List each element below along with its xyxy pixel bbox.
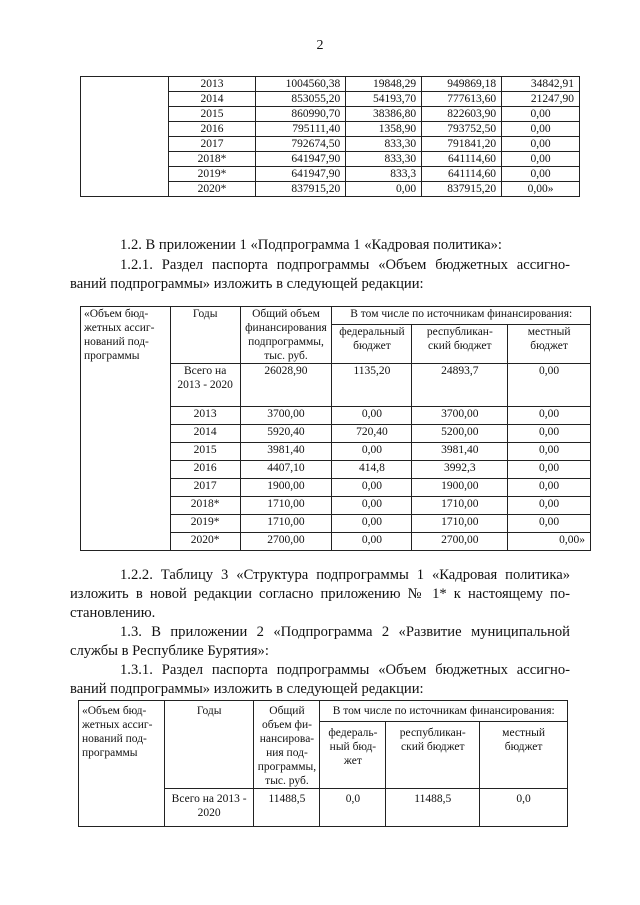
local-cell: 0,00: [508, 425, 591, 443]
year-cell: 2013: [168, 77, 256, 92]
header-total: Общий объем фи-нансирова-ния под-программы, тыс. руб.: [254, 701, 320, 789]
budget-table-subprogram-1: [80, 306, 591, 551]
budget-table-subprogram-2: [78, 700, 568, 827]
federal-cell: 38386,80: [346, 107, 422, 122]
paragraph-1-2-2-line3: становлению.: [70, 605, 156, 621]
local-cell: 0,00: [502, 152, 580, 167]
total-cell: 1710,00: [240, 515, 332, 533]
republic-cell: 793752,50: [422, 122, 502, 137]
republic-cell: 5200,00: [412, 425, 508, 443]
local-cell: 0,00: [502, 122, 580, 137]
republic-cell: 791841,20: [422, 137, 502, 152]
republic-cell: 777613,60: [422, 92, 502, 107]
total-cell: 5920,40: [240, 425, 332, 443]
federal-cell: 0,00: [332, 407, 412, 425]
year-cell: 2014: [170, 425, 240, 443]
total-cell: 3981,40: [240, 443, 332, 461]
year-cell: 2016: [170, 461, 240, 479]
paragraph-1-3-1-line1: 1.3.1. Раздел паспорта подпрограммы «Объем бюджетных ассигно-: [120, 662, 570, 678]
year-cell: 2014: [168, 92, 256, 107]
federal-cell: 833,30: [346, 137, 422, 152]
total-cell: 853055,20: [256, 92, 346, 107]
header-republic: республикан-ский бюджет: [386, 722, 480, 789]
republic-cell: 11488,5: [386, 789, 480, 827]
republic-cell: 949869,18: [422, 77, 502, 92]
republic-cell: 2700,00: [412, 533, 508, 551]
paragraph-1-2-1-line2: ваний подпрограммы» изложить в следующей редакции:: [70, 276, 424, 292]
paragraph-1-2-2-line2: изложить в новой редакции согласно приложению № 1* к настоящему по-: [70, 586, 570, 602]
total-cell: 3700,00: [240, 407, 332, 425]
paragraph-1-2-1-line1: 1.2.1. Раздел паспорта подпрограммы «Объем бюджетных ассигно-: [120, 257, 570, 273]
year-cell: 2017: [170, 479, 240, 497]
total-cell: 641947,90: [256, 152, 346, 167]
republic-cell: 3992,3: [412, 461, 508, 479]
header-local: местный бюджет: [480, 722, 568, 789]
federal-cell: 0,00: [346, 182, 422, 197]
header-sources: В том числе по источникам финансирования:: [332, 307, 591, 325]
year-cell: 2018*: [170, 497, 240, 515]
total-cell: 26028,90: [240, 364, 332, 407]
federal-cell: 0,0: [320, 789, 386, 827]
table-label-cell: «Объем бюд-жетных ассиг-нований под-программы: [81, 307, 171, 551]
paragraph-1-3-line1: 1.3. В приложении 2 «Подпрограмма 2 «Развитие муниципальной: [120, 624, 570, 640]
total-cell: 1004560,38: [256, 77, 346, 92]
republic-cell: 641114,60: [422, 152, 502, 167]
local-cell: 0,00: [502, 137, 580, 152]
page-number: 2: [316, 38, 324, 53]
federal-cell: 0,00: [332, 533, 412, 551]
total-cell: 1710,00: [240, 497, 332, 515]
table-header-row: [81, 307, 591, 325]
federal-cell: 833,30: [346, 152, 422, 167]
header-republic: республикан-ский бюджет: [412, 325, 508, 364]
federal-cell: 414,8: [332, 461, 412, 479]
header-total: Общий объем финансирования подпрограммы, тыс. руб.: [240, 307, 332, 364]
year-cell: Всего на 2013 - 2020: [170, 364, 240, 407]
header-years: Годы: [164, 701, 254, 789]
total-cell: 641947,90: [256, 167, 346, 182]
local-cell: 0,00: [508, 479, 591, 497]
table-header-row: [79, 701, 568, 722]
republic-cell: 641114,60: [422, 167, 502, 182]
federal-cell: 833,3: [346, 167, 422, 182]
total-cell: 792674,50: [256, 137, 346, 152]
year-cell: 2020*: [168, 182, 256, 197]
local-cell: 0,0: [480, 789, 568, 827]
paragraph-1-3-1-line2: ваний подпрограммы» изложить в следующей редакции:: [70, 681, 424, 697]
local-cell: 0,00: [502, 167, 580, 182]
local-cell: 0,00: [508, 407, 591, 425]
year-cell: 2019*: [170, 515, 240, 533]
table-label-cell: [81, 77, 169, 197]
budget-table-continuation: [80, 76, 580, 197]
republic-cell: 3700,00: [412, 407, 508, 425]
local-cell: 0,00: [502, 107, 580, 122]
total-cell: 837915,20: [256, 182, 346, 197]
local-cell: 34842,91: [502, 77, 580, 92]
year-cell: 2020*: [170, 533, 240, 551]
year-cell: Всего на 2013 - 2020: [164, 789, 254, 827]
local-cell: 0,00»: [508, 533, 591, 551]
header-federal: федераль-ный бюд-жет: [320, 722, 386, 789]
table-row: [81, 77, 580, 92]
header-local: местный бюджет: [508, 325, 591, 364]
federal-cell: 54193,70: [346, 92, 422, 107]
local-cell: 0,00: [508, 497, 591, 515]
republic-cell: 24893,7: [412, 364, 508, 407]
total-cell: 2700,00: [240, 533, 332, 551]
local-cell: 0,00: [508, 461, 591, 479]
paragraph-1-2-2-line1: 1.2.2. Таблицу 3 «Структура подпрограммы 1 «Кадровая политика»: [120, 567, 570, 583]
local-cell: 21247,90: [502, 92, 580, 107]
federal-cell: 1358,90: [346, 122, 422, 137]
year-cell: 2019*: [168, 167, 256, 182]
republic-cell: 1710,00: [412, 515, 508, 533]
republic-cell: 1710,00: [412, 497, 508, 515]
local-cell: 0,00: [508, 364, 591, 407]
total-cell: 860990,70: [256, 107, 346, 122]
budget-table-continuation-body: [81, 77, 580, 197]
federal-cell: 0,00: [332, 479, 412, 497]
header-federal: федеральный бюджет: [332, 325, 412, 364]
year-cell: 2015: [168, 107, 256, 122]
local-cell: 0,00: [508, 515, 591, 533]
federal-cell: 0,00: [332, 515, 412, 533]
year-cell: 2015: [170, 443, 240, 461]
federal-cell: 19848,29: [346, 77, 422, 92]
federal-cell: 1135,20: [332, 364, 412, 407]
header-sources: В том числе по источникам финансирования:: [320, 701, 568, 722]
total-cell: 795111,40: [256, 122, 346, 137]
total-cell: 4407,10: [240, 461, 332, 479]
federal-cell: 0,00: [332, 443, 412, 461]
header-years: Годы: [170, 307, 240, 364]
year-cell: 2016: [168, 122, 256, 137]
local-cell: 0,00»: [502, 182, 580, 197]
federal-cell: 720,40: [332, 425, 412, 443]
year-cell: 2018*: [168, 152, 256, 167]
republic-cell: 1900,00: [412, 479, 508, 497]
paragraph-1-2: 1.2. В приложении 1 «Подпрограмма 1 «Кадровая политика»:: [120, 237, 502, 253]
table-label-cell: «Объем бюд-жетных ассиг-нований под-программы: [79, 701, 165, 827]
local-cell: 0,00: [508, 443, 591, 461]
republic-cell: 822603,90: [422, 107, 502, 122]
republic-cell: 837915,20: [422, 182, 502, 197]
total-cell: 1900,00: [240, 479, 332, 497]
paragraph-1-3-line2: службы в Республике Бурятия»:: [70, 643, 269, 659]
republic-cell: 3981,40: [412, 443, 508, 461]
year-cell: 2013: [170, 407, 240, 425]
federal-cell: 0,00: [332, 497, 412, 515]
total-cell: 11488,5: [254, 789, 320, 827]
year-cell: 2017: [168, 137, 256, 152]
